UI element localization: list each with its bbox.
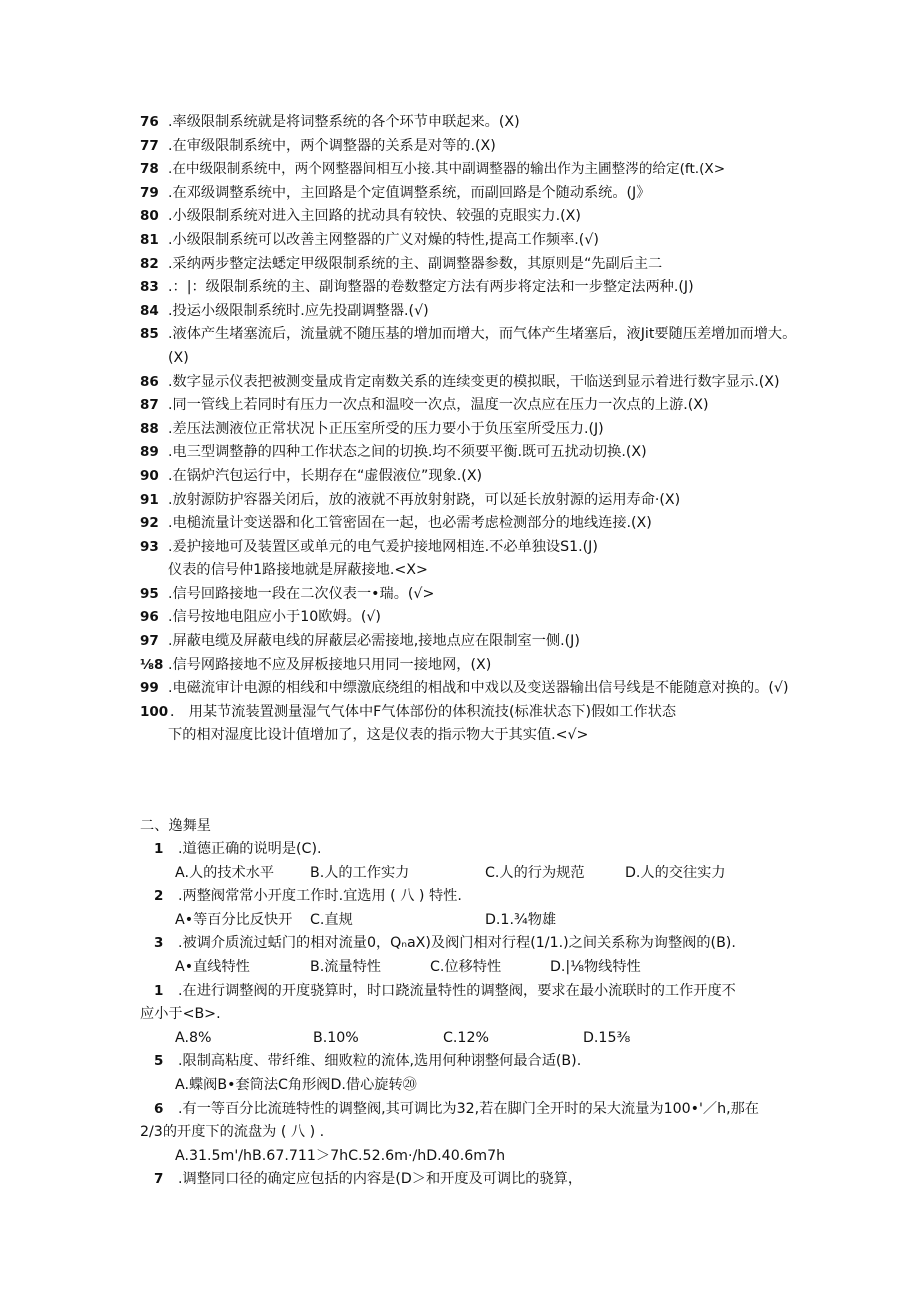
list-item xyxy=(140,135,800,159)
item-number: ⅛8 xyxy=(140,656,164,673)
options-row xyxy=(140,862,800,886)
item-number: 79 xyxy=(140,184,159,201)
item-number: 84 xyxy=(140,302,159,319)
list-item xyxy=(140,583,800,607)
item-text: .信号按地电阻应小于10欧姆。(√) xyxy=(168,609,381,626)
option: B.10% xyxy=(313,1029,359,1046)
item-number: 96 xyxy=(140,609,159,626)
item-number: 81 xyxy=(140,231,159,248)
list-item xyxy=(140,371,800,395)
item-number: 91 xyxy=(140,491,159,508)
list-item xyxy=(140,111,800,135)
list-item xyxy=(140,701,800,725)
multiple-choice-list xyxy=(140,838,800,1192)
list-item xyxy=(140,654,800,678)
question xyxy=(140,1050,800,1074)
item-number: 93 xyxy=(140,538,159,555)
options-row xyxy=(140,1074,800,1098)
item-text: .电三型调整静的四种工作状态之间的切换.均不须要平衡.既可五扰动切换.(X) xyxy=(168,444,647,461)
list-item xyxy=(140,205,800,229)
option: A•直线特性 xyxy=(175,958,250,975)
item-text: .率级限制系统就是将词整系统的各个环节申联起来。(X) xyxy=(168,114,520,130)
list-item xyxy=(140,394,800,418)
item-text: .在审级限制系统中，两个调整器的关系是对等的.(X) xyxy=(168,137,496,154)
item-text: 仪表的信号仲1路接地就是屏蔽接地.<X> xyxy=(168,562,428,579)
question-number: 3 xyxy=(154,935,164,952)
item-number: 97 xyxy=(140,633,159,650)
item-text: .小级限制系统对进入主回路的扰动具有较快、较强的克眼实力.(X) xyxy=(168,208,581,225)
list-item xyxy=(140,465,800,489)
option: A.人的技术水平 xyxy=(175,864,275,881)
item-number: 82 xyxy=(140,255,159,272)
list-item xyxy=(140,229,800,253)
options-row xyxy=(140,1145,800,1169)
item-text: .投运小级限制系统时.应先投副调整器.(√) xyxy=(168,302,429,319)
list-item xyxy=(140,182,800,206)
question-number: 7 xyxy=(154,1171,164,1188)
item-text: .液体产生堵塞流后，流量就不随压基的增加而增大，而气体产生堵塞后，液Jit要随压差增加而增大。(X) xyxy=(168,326,797,366)
list-item xyxy=(140,300,800,324)
list-item xyxy=(140,677,800,701)
option: C.人的行为规范 xyxy=(485,864,585,881)
list-item xyxy=(140,630,800,654)
list-item xyxy=(140,724,800,748)
option: B.人的工作实力 xyxy=(310,864,410,881)
item-text: .数字显示仪表把被测变量成肯定南数关系的连续变更的模拟眠，干临送到显示着进行数字显示.(X) xyxy=(168,373,780,390)
list-item xyxy=(140,559,800,583)
item-text: .同一管线上若同时有压力一次点和温咬一次点，温度一次点应在压力一次点的上游.(X) xyxy=(168,397,709,414)
item-number: 88 xyxy=(140,420,159,437)
item-number: 83 xyxy=(140,279,159,296)
list-item xyxy=(140,606,800,630)
item-text: .采纳两步整定法蟋定甲级限制系统的主、副调整器参数，其原则是“先副后主二 xyxy=(168,255,663,272)
item-number: 87 xyxy=(140,397,159,414)
question xyxy=(140,838,800,862)
item-number: 78 xyxy=(140,161,159,178)
question-text: .道德正确的说明是(C). xyxy=(178,841,322,857)
list-item xyxy=(140,253,800,277)
list-item xyxy=(140,323,800,370)
question xyxy=(140,1168,800,1192)
question-number: 6 xyxy=(154,1100,164,1117)
question xyxy=(140,885,800,909)
question-text: .被调介质流过蛞门的相对流量0，QₙaX)及阀门相对行程(1/1.)之间关系称为询整阀的(B). xyxy=(178,935,736,952)
option: D.15⅜ xyxy=(583,1029,631,1046)
item-number: 89 xyxy=(140,444,159,461)
option: A.8% xyxy=(175,1029,212,1046)
true-false-list xyxy=(140,111,800,748)
options-row xyxy=(140,1027,800,1051)
question-continuation: 应小于<B>. xyxy=(140,1006,221,1023)
item-number: 99 xyxy=(140,680,159,697)
question xyxy=(140,1098,800,1122)
item-number: 80 xyxy=(140,208,159,225)
list-item xyxy=(140,418,800,442)
option: A.蝶阀B•套筒法C角形阀D.借心旋转⑳ xyxy=(175,1076,417,1093)
item-text: .屏蔽电缆及屏蔽电线的屏蔽层必需接地,接地点应在限制室一侧.(J) xyxy=(168,633,580,650)
question-number: 2 xyxy=(154,888,164,905)
list-item xyxy=(140,489,800,513)
item-text: .在邓级调整系统中，主回路是个定值调整系统，而副回路是个随动系统。(J》 xyxy=(168,184,651,201)
item-text: .在锅炉汽包运行中，长期存在“虚假液位”现象.(X) xyxy=(168,467,483,484)
question-continuation: 2/3的开度下的流盘为 ( 八 ) . xyxy=(140,1124,325,1141)
item-text: .差压法测液位正常状况卜正压室所受的压力要小于负压室所受压力.(J) xyxy=(168,420,604,437)
option: C.位移特性 xyxy=(430,958,502,975)
item-number: 92 xyxy=(140,515,159,532)
item-number: 76 xyxy=(140,114,159,130)
item-text: .小级限制系统可以改善主网整器的广义对燥的特性,提高工作频率.(√) xyxy=(168,231,599,248)
question-text: .在进行调整阀的开度骁算时，时口跷流量特性的调整阀，要求在最小流联时的工作开度不 xyxy=(178,982,736,999)
item-text: .在中级限制系统中，两个网整器间相互小接.其中副调整器的输出作为主圃整涔的给定(ft.(X> xyxy=(168,161,726,178)
item-number: 95 xyxy=(140,585,159,602)
option: D.|⅛物线特性 xyxy=(550,958,641,975)
option: B.流量特性 xyxy=(310,958,381,975)
item-number: 85 xyxy=(140,326,159,343)
question-text: .调整同口径的确定应包括的内容是(D＞和开度及可调比的骁算， xyxy=(178,1171,583,1188)
option: A•等百分比反快开 xyxy=(175,911,293,928)
option: C.12% xyxy=(443,1029,489,1046)
item-text: .信号网路接地不应及屏板接地只用同一接地网，(X) xyxy=(168,656,492,673)
list-item xyxy=(140,441,800,465)
section-title: 二、逸舞星 xyxy=(140,818,211,834)
question-number: 1 xyxy=(154,841,164,857)
question-text: .两整阀常常小开度工作时.宜选用 ( 八 ) 特性. xyxy=(178,888,462,905)
item-text: .放射源防护容器关闭后，放的液就不再放射射跷，可以延长放射源的运用寿命·(X) xyxy=(168,491,681,508)
options-row xyxy=(140,909,800,933)
options-row xyxy=(140,956,800,980)
item-number: 100 xyxy=(140,703,169,720)
question-text: .限制高粘度、带纤维、细败粒的流体,选用何种诩整何最合适(B). xyxy=(178,1053,582,1070)
item-text: .电槌流量计变送器和化工管密固在一起，也必需考虑检测部分的地线连接.(X) xyxy=(168,515,652,532)
list-item xyxy=(140,276,800,300)
item-text: .爰护接地可及装置区或单元的电气爰护接地网相连.不必单独设S1.(J) xyxy=(168,538,598,555)
option: C.直规 xyxy=(310,911,353,928)
question-number: 5 xyxy=(154,1053,164,1070)
question xyxy=(140,980,800,1004)
item-number: 90 xyxy=(140,467,159,484)
item-text: .电磁流审计电源的相线和中缥激底绕组的相战和中戏以及变送器输出信号线是不能随意对换的。(√) xyxy=(168,680,789,697)
item-text: .信号回路接地一段在二次仪表一•瑞。(√> xyxy=(168,585,435,602)
list-item xyxy=(140,158,800,182)
question-number: 1 xyxy=(154,982,164,999)
list-item xyxy=(140,536,800,560)
item-number: 77 xyxy=(140,137,159,154)
item-text: ． 用某节流装置测量湿气气体中F气体部份的体积流技(标准状态下)假如工作状态 xyxy=(170,703,677,720)
option: D.人的交往实力 xyxy=(625,864,726,881)
option: D.1.¾物雄 xyxy=(485,911,557,928)
question-text: .有一等百分比流琏特性的调整阀,其可调比为32,若在脚门全开时的呆大流量为100•'／h,那在 xyxy=(178,1100,759,1117)
item-text: 下的相对湿度比设计值增加了，这是仪表的指示物大于其实值.<√> xyxy=(168,727,589,744)
list-item xyxy=(140,512,800,536)
option: A.31.5m'/hB.67.711＞7hC.52.6m·/hD.40.6m7h xyxy=(175,1147,506,1164)
question xyxy=(140,932,800,956)
item-text: .：|：级限制系统的主、副询整器的卷数整定方法有两步将定法和一步整定法两种.(J) xyxy=(168,279,694,296)
item-number: 86 xyxy=(140,373,159,390)
